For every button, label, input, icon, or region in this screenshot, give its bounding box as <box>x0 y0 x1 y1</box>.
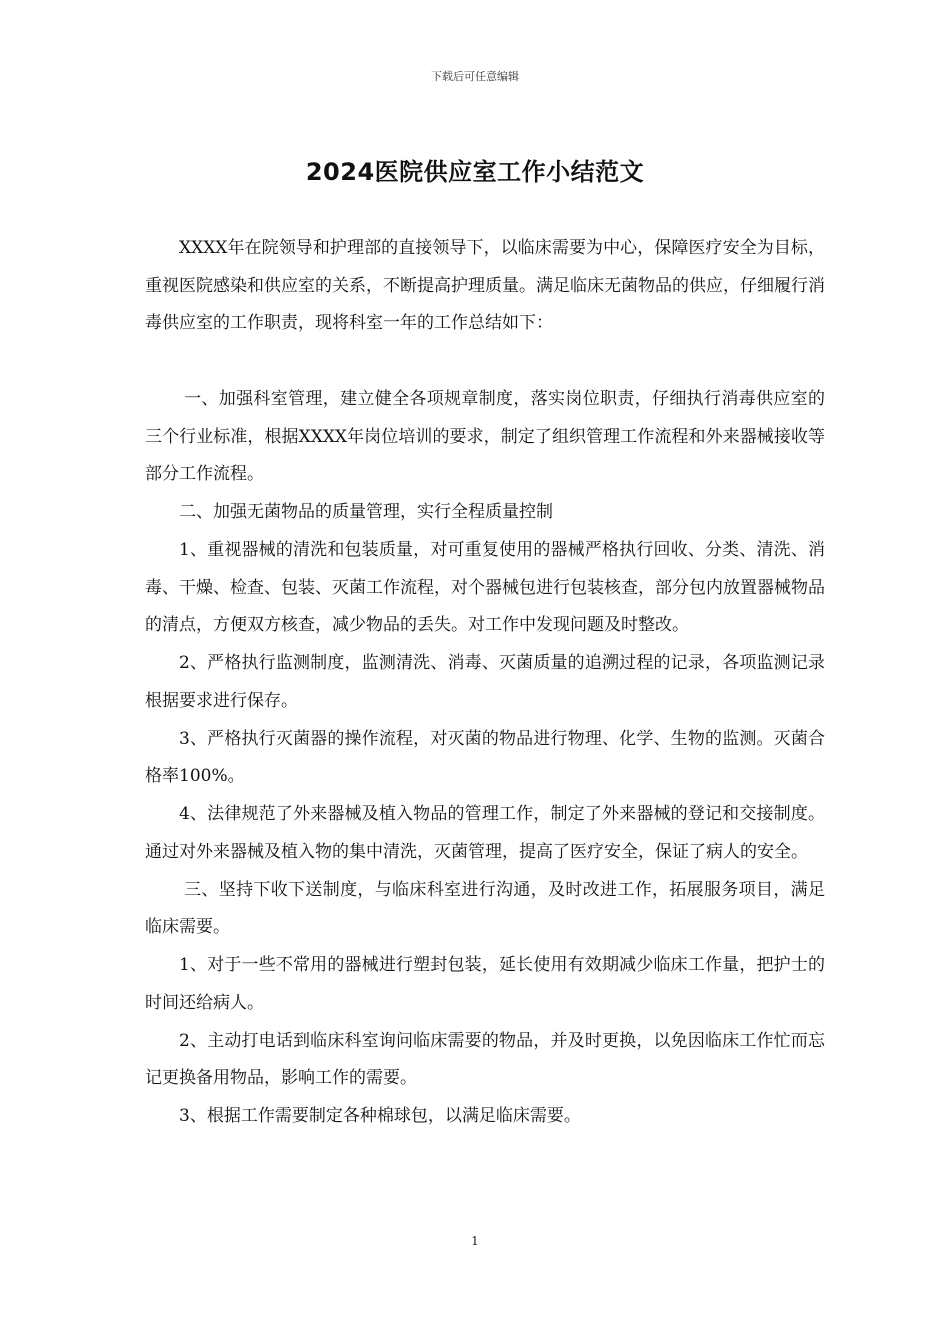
header-note: 下载后可任意编辑 <box>431 70 519 83</box>
paragraph-section-2: 二、加强无菌物品的质量管理，实行全程质量控制 <box>179 502 553 522</box>
main-section <box>145 381 825 1136</box>
intro-section <box>145 230 825 343</box>
paragraph-item-2-1: 1、重视器械的清洗和包装质量，对可重复使用的器械严格执行回收、分类、清洗、消毒、干燥、检查、包装、灭菌工作流程，对个器械包进行包装核查，部分包内放置器械物品的清点，方便双方核查，减少物品的丢失。对工作中发现问题及时整改。 <box>145 540 825 635</box>
paragraph-item-3-1: 1、对于一些不常用的器械进行塑封包装，延长使用有效期减少临床工作量，把护士的时间还给病人。 <box>145 955 825 1013</box>
paragraph-section-3: 三、坚持下收下送制度，与临床科室进行沟通，及时改进工作，拓展服务项目，满足临床需要。 <box>145 879 825 937</box>
paragraph-item-3-2: 2、主动打电话到临床科室询问临床需要的物品，并及时更换，以免因临床工作忙而忘记更换备用物品，影响工作的需要。 <box>145 1030 825 1088</box>
paragraph-item-2-2: 2、严格执行监测制度，监测清洗、消毒、灭菌质量的追溯过程的记录，各项监测记录根据要求进行保存。 <box>145 653 825 711</box>
page-number: 1 <box>471 1234 479 1248</box>
intro-paragraph: XXXX年在院领导和护理部的直接领导下，以临床需要为中心，保障医疗安全为目标，重视医院感染和供应室的关系，不断提高护理质量。满足临床无菌物品的供应，仔细履行消毒供应室的工作职责，现将科室一年的工作总结如下： <box>145 238 825 333</box>
document-title: 2024医院供应室工作小结范文 <box>305 158 645 186</box>
paragraph-item-3-3: 3、根据工作需要制定各种棉球包，以满足临床需要。 <box>179 1106 581 1126</box>
paragraph-item-2-3: 3、严格执行灭菌器的操作流程，对灭菌的物品进行物理、化学、生物的监测。灭菌合格率100%。 <box>145 728 825 786</box>
paragraph-section-1: 一、加强科室管理，建立健全各项规章制度，落实岗位职责，仔细执行消毒供应室的三个行业标准，根据XXXX年岗位培训的要求，制定了组织管理工作流程和外来器械接收等部分工作流程。 <box>145 389 825 484</box>
paragraph-item-2-4: 4、法律规范了外来器械及植入物品的管理工作，制定了外来器械的登记和交接制度。通过对外来器械及植入物的集中清洗，灭菌管理，提高了医疗安全，保证了病人的安全。 <box>145 804 825 862</box>
